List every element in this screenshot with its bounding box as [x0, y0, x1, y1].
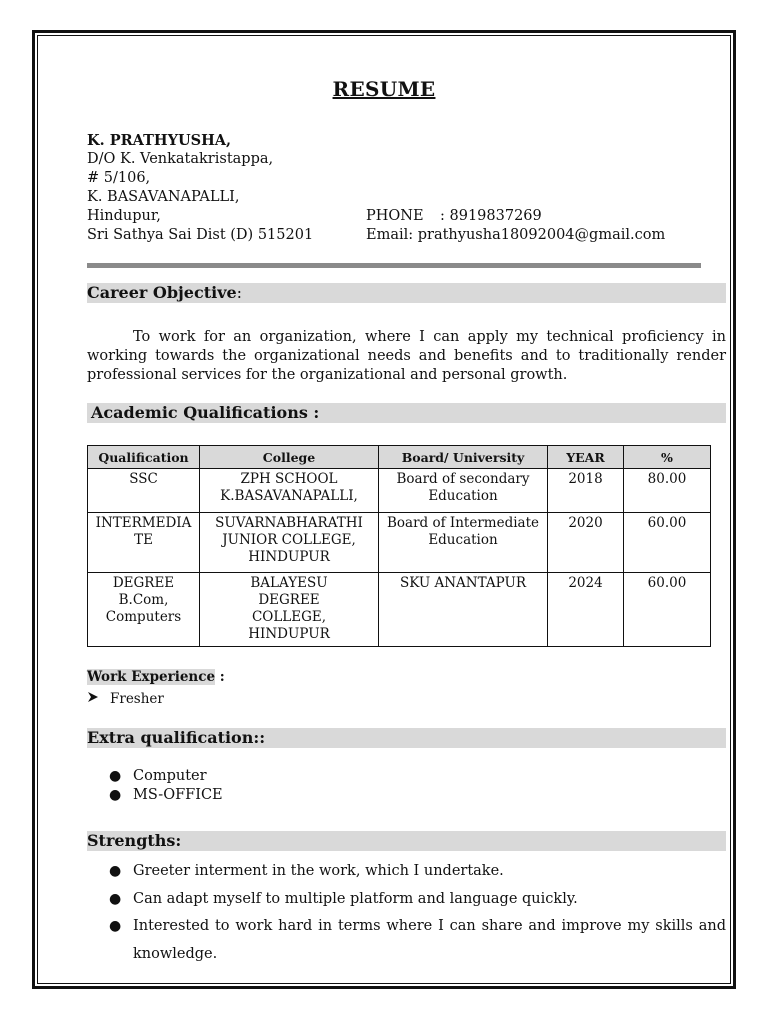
- document-title: RESUME: [332, 77, 436, 101]
- table-cell: SKU ANANTAPUR: [379, 573, 548, 647]
- section-title: Work Experience: [87, 669, 216, 685]
- academic-table: [87, 445, 711, 647]
- bullet-icon: ●: [109, 768, 122, 784]
- table-cell: 80.00: [624, 469, 711, 513]
- strengths-list: [87, 858, 726, 968]
- phone-value: : 8919837269: [440, 208, 542, 224]
- table-cell: SUVARNABHARATHI JUNIOR COLLEGE, HINDUPUR: [200, 513, 379, 573]
- extra-qualification-heading: Extra qualification::: [87, 728, 726, 748]
- bullet-icon: ●: [109, 890, 122, 907]
- address-line: Hindupur,: [87, 208, 161, 224]
- table-cell: 2024: [548, 573, 624, 647]
- table-cell: Board of secondary Education: [379, 469, 548, 513]
- address-line: D/O K. Venkatakristappa,: [87, 151, 274, 167]
- career-objective-text: To work for an organization, where I can apply my technical proficiency in working towards the organizational needs and benefits and to traditionally render professional services for the organizational and personal growth.: [87, 329, 726, 383]
- list-item: [87, 913, 726, 968]
- table-cell: INTERMEDIATE: [88, 513, 200, 573]
- list-item-text: Greeter interment in the work, which I undertake.: [133, 863, 504, 879]
- list-item-text: Can adapt myself to multiple platform and language quickly.: [133, 890, 578, 907]
- address-line: K. BASAVANAPALLI,: [87, 189, 240, 205]
- column-header: YEAR: [548, 446, 624, 469]
- list-item: [87, 786, 223, 805]
- table-cell: DEGREE B.Com, Computers: [88, 573, 200, 647]
- academic-heading: Academic Qualifications :: [87, 403, 726, 423]
- email-label: Email:: [366, 227, 414, 243]
- bullet-icon: ●: [109, 863, 122, 879]
- column-header: Qualification: [88, 446, 200, 469]
- table-cell: 2018: [548, 469, 624, 513]
- work-experience-heading: [87, 669, 225, 685]
- list-item-text: Interested to work hard in terms where I can share and improve my skills and knowledge.: [133, 918, 726, 962]
- column-header: Board/ University: [379, 446, 548, 469]
- strengths-heading: Strengths:: [87, 831, 726, 851]
- section-title-suffix: :: [215, 669, 225, 685]
- list-item: [87, 767, 223, 786]
- table-row: [88, 513, 711, 573]
- table-cell: 60.00: [624, 573, 711, 647]
- address-block: [87, 131, 313, 245]
- list-item: [87, 691, 164, 707]
- phone-label: PHONE: [366, 208, 424, 224]
- candidate-name: K. PRATHYUSHA,: [87, 132, 232, 149]
- section-title-suffix: :: [236, 283, 243, 302]
- list-item: [87, 886, 726, 914]
- career-objective-heading: [87, 283, 726, 303]
- column-header: College: [200, 446, 379, 469]
- list-item-text: MS-OFFICE: [133, 786, 223, 803]
- address-line: Sri Sathya Sai Dist (D) 515201: [87, 227, 314, 243]
- table-cell: ZPH SCHOOL K.BASAVANAPALLI,: [200, 469, 379, 513]
- list-item-text: Computer: [133, 768, 207, 784]
- table-row: [88, 469, 711, 513]
- list-item: [87, 858, 726, 886]
- table-cell: 2020: [548, 513, 624, 573]
- table-cell: SSC: [88, 469, 200, 513]
- section-title: Career Objective: [87, 283, 237, 302]
- table-cell: BALAYESU DEGREE COLLEGE, HINDUPUR: [200, 573, 379, 647]
- column-header: %: [624, 446, 711, 469]
- table-header-row: [88, 446, 711, 469]
- email-value: prathyusha18092004@gmail.com: [417, 227, 666, 243]
- address-line: # 5/106,: [87, 170, 151, 186]
- bullet-icon: ●: [109, 918, 122, 934]
- extra-qualification-list: [87, 767, 223, 804]
- arrow-bullet-icon: [87, 691, 110, 707]
- table-row: [88, 573, 711, 647]
- list-item-text: Fresher: [110, 691, 164, 707]
- header-divider: [87, 263, 701, 268]
- bullet-icon: ●: [109, 786, 122, 803]
- contact-block: [366, 207, 665, 245]
- email-row: [366, 226, 665, 245]
- table-cell: 60.00: [624, 513, 711, 573]
- phone-row: [366, 207, 665, 226]
- table-cell: Board of Intermediate Education: [379, 513, 548, 573]
